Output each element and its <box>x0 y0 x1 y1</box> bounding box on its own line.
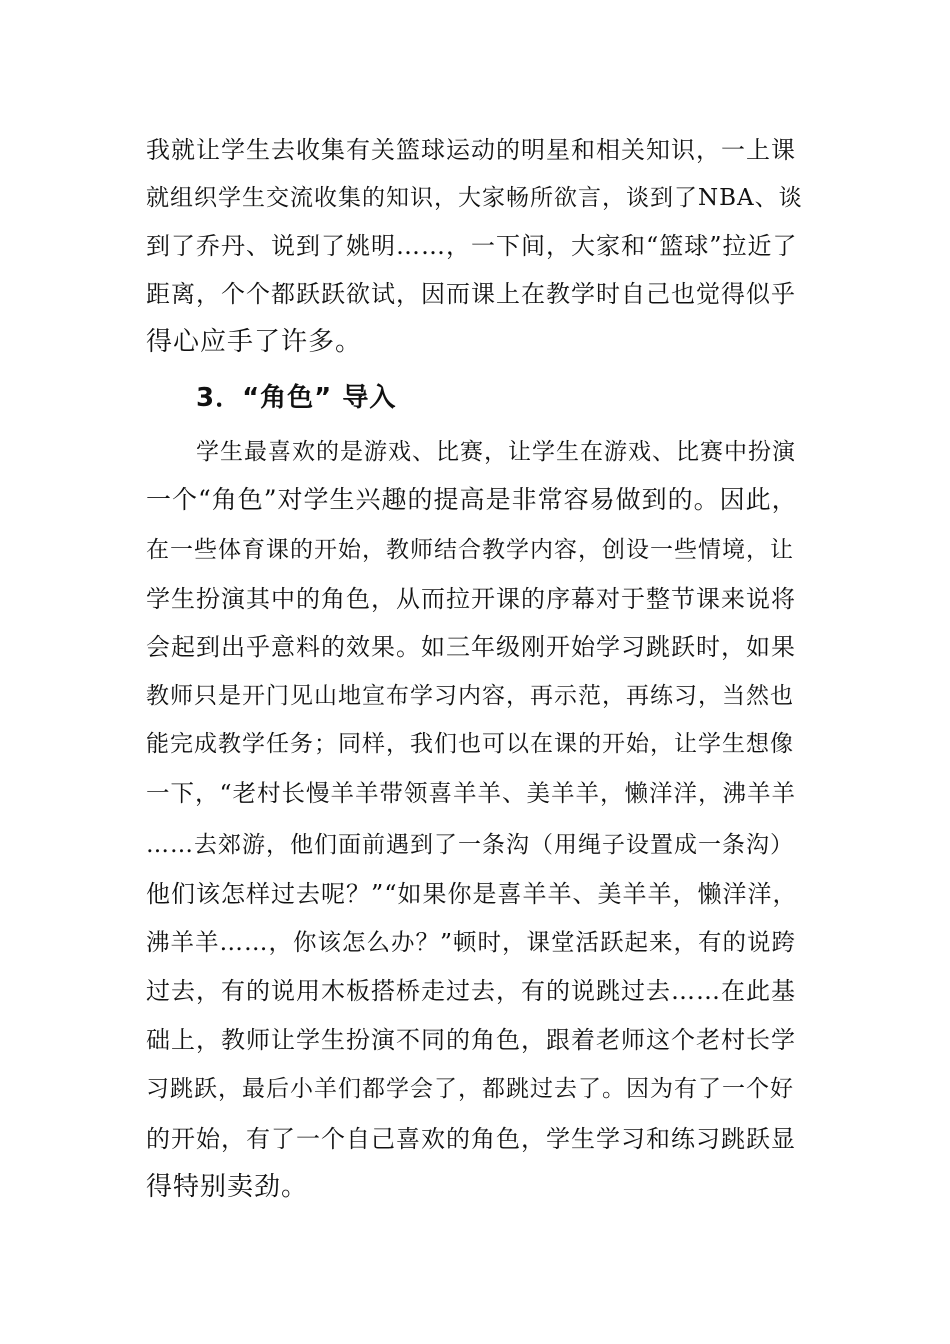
paragraph-2-line-16: 得特别卖劲。 <box>146 1172 309 1202</box>
paragraph-2-line-12: 过去，有的说用木板搭桥走过去，有的说跳过去……在此基 <box>146 977 796 1005</box>
paragraph-2-line-7: 能完成教学任务；同样，我们也可以在课的开始，让学生想像 <box>146 731 794 757</box>
paragraph-2-line-1: 学生最喜欢的是游戏、比赛，让学生在游戏、比赛中扮演 <box>196 439 796 465</box>
section-heading: 3．“角色” 导入 <box>196 383 397 413</box>
paragraph-2-line-10: 他们该怎样过去呢？”“如果你是喜羊羊、美羊羊，懒洋洋， <box>146 880 798 908</box>
paragraph-1-line-2: 就组织学生交流收集的知识，大家畅所欲言，谈到了NBA、谈 <box>146 185 803 211</box>
paragraph-1-line-3: 到了乔丹、说到了姚明……，一下间，大家和“篮球”拉近了 <box>146 232 798 260</box>
paragraph-2-line-11: 沸羊羊……，你该怎么办？”顿时，课堂活跃起来，有的说跨 <box>146 928 797 956</box>
paragraph-2-line-15: 的开始，有了一个自己喜欢的角色，学生学习和练习跳跃显 <box>146 1125 796 1153</box>
paragraph-2-line-4: 学生扮演其中的角色，从而拉开课的序幕对于整节课来说将 <box>146 585 796 613</box>
paragraph-2-line-3: 在一些体育课的开始，教师结合教学内容，创设一些情境，让 <box>146 537 794 563</box>
paragraph-2-line-5: 会起到出乎意料的效果。如三年级刚开始学习跳跃时，如果 <box>146 633 796 661</box>
paragraph-2-line-13: 础上，教师让学生扮演不同的角色，跟着老师这个老村长学 <box>146 1026 796 1054</box>
paragraph-1-line-4: 距离，个个都跃跃欲试，因而课上在教学时自己也觉得似乎 <box>146 280 796 308</box>
paragraph-2-line-14: 习跳跃，最后小羊们都学会了，都跳过去了。因为有了一个好 <box>146 1076 794 1102</box>
paragraph-2-line-6: 教师只是开门见山地宣布学习内容，再示范，再练习，当然也 <box>146 683 794 709</box>
paragraph-2-line-8: 一下，“老村长慢羊羊带领喜羊羊、美羊羊，懒洋洋，沸羊羊 <box>146 779 797 807</box>
paragraph-1-line-1: 我就让学生去收集有关篮球运动的明星和相关知识，一上课 <box>146 136 796 164</box>
paragraph-2-line-9: ……去郊游，他们面前遇到了一条沟（用绳子设置成一条沟） <box>146 832 794 858</box>
paragraph-2-line-2: 一个“角色”对学生兴趣的提高是非常容易做到的。因此， <box>146 485 798 514</box>
paragraph-1-line-5: 得心应手了许多。 <box>146 327 363 357</box>
